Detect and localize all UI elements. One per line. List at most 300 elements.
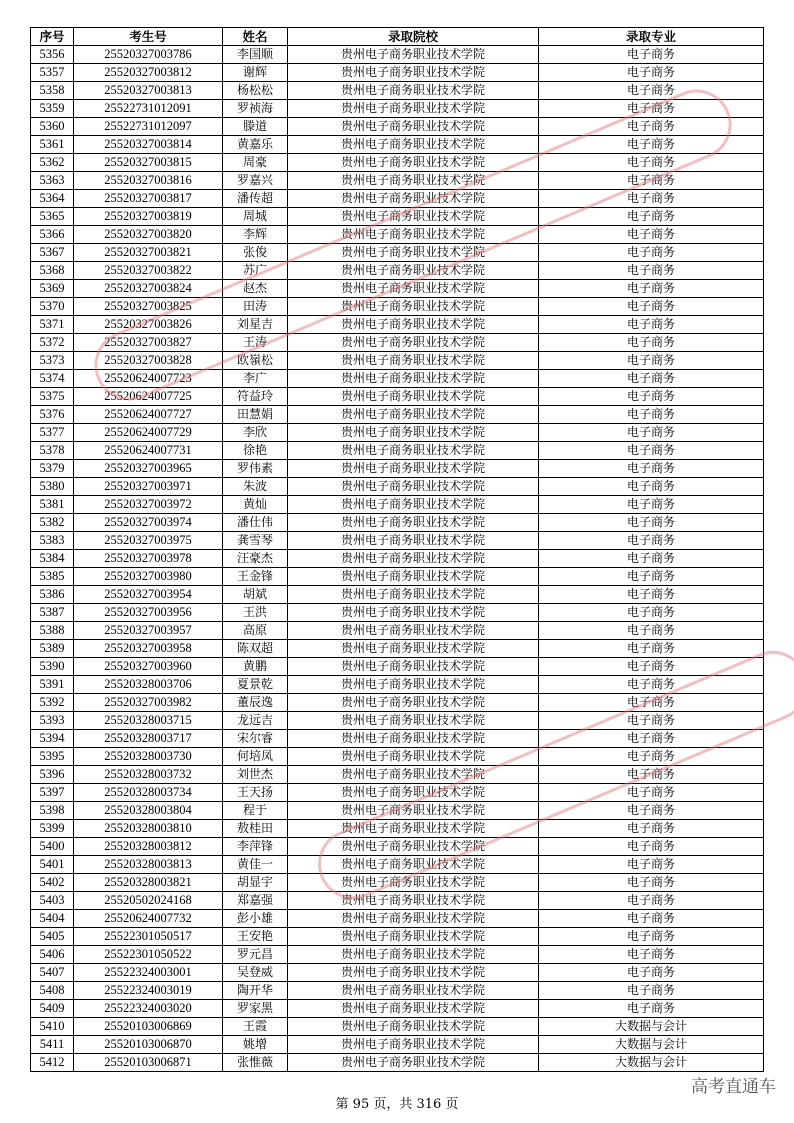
cell-index: 5375 [31,388,74,406]
table-row [31,712,764,730]
table-row [31,748,764,766]
cell-name: 李欣 [223,424,288,442]
cell-major: 电子商务 [539,298,764,316]
table-row [31,766,764,784]
cell-college: 贵州电子商务职业技术学院 [288,208,539,226]
cell-college: 贵州电子商务职业技术学院 [288,298,539,316]
cell-name: 李辉 [223,226,288,244]
cell-index: 5402 [31,874,74,892]
cell-major: 电子商务 [539,784,764,802]
cell-college: 贵州电子商务职业技术学院 [288,640,539,658]
table-row [31,622,764,640]
cell-name: 黄灿 [223,496,288,514]
table-row [31,136,764,154]
cell-major: 电子商务 [539,352,764,370]
cell-name: 汪豪杰 [223,550,288,568]
cell-candidate-number: 25520103006869 [74,1018,223,1036]
cell-candidate-number: 25520327003978 [74,550,223,568]
cell-candidate-number: 25520103006871 [74,1054,223,1072]
cell-index: 5390 [31,658,74,676]
header-name: 姓名 [223,28,288,46]
cell-major: 电子商务 [539,64,764,82]
table-row [31,928,764,946]
cell-candidate-number: 25520327003822 [74,262,223,280]
cell-name: 王涛 [223,334,288,352]
admission-table [30,27,764,1072]
cell-name: 李广 [223,370,288,388]
cell-name: 陶开华 [223,982,288,1000]
cell-name: 欧嶺松 [223,352,288,370]
cell-name: 姚增 [223,1036,288,1054]
cell-name: 夏景乾 [223,676,288,694]
cell-college: 贵州电子商务职业技术学院 [288,424,539,442]
table-row [31,496,764,514]
cell-index: 5401 [31,856,74,874]
cell-candidate-number: 25520327003812 [74,64,223,82]
cell-college: 贵州电子商务职业技术学院 [288,100,539,118]
cell-index: 5391 [31,676,74,694]
cell-index: 5385 [31,568,74,586]
cell-candidate-number: 25520328003810 [74,820,223,838]
cell-name: 郑嘉强 [223,892,288,910]
cell-name: 敖桂田 [223,820,288,838]
cell-major: 电子商务 [539,478,764,496]
table-row [31,370,764,388]
cell-index: 5392 [31,694,74,712]
table-row [31,604,764,622]
cell-candidate-number: 25520502024168 [74,892,223,910]
table-body [31,46,764,1072]
cell-college: 贵州电子商务职业技术学院 [288,856,539,874]
cell-college: 贵州电子商务职业技术学院 [288,946,539,964]
cell-index: 5371 [31,316,74,334]
cell-index: 5360 [31,118,74,136]
cell-index: 5367 [31,244,74,262]
cell-index: 5379 [31,460,74,478]
cell-name: 何培凤 [223,748,288,766]
cell-name: 符益玲 [223,388,288,406]
cell-name: 王金锋 [223,568,288,586]
cell-name: 高原 [223,622,288,640]
cell-college: 贵州电子商务职业技术学院 [288,244,539,262]
cell-college: 贵州电子商务职业技术学院 [288,550,539,568]
cell-name: 张惟薇 [223,1054,288,1072]
cell-candidate-number: 25520328003732 [74,766,223,784]
cell-candidate-number: 25520624007732 [74,910,223,928]
cell-major: 电子商务 [539,910,764,928]
cell-candidate-number: 25520327003975 [74,532,223,550]
cell-index: 5357 [31,64,74,82]
cell-college: 贵州电子商务职业技术学院 [288,694,539,712]
table-row [31,424,764,442]
cell-college: 贵州电子商务职业技术学院 [288,1036,539,1054]
cell-major: 电子商务 [539,892,764,910]
cell-major: 电子商务 [539,262,764,280]
table-row [31,586,764,604]
cell-index: 5363 [31,172,74,190]
cell-name: 龙远吉 [223,712,288,730]
cell-major: 大数据与会计 [539,1036,764,1054]
cell-college: 贵州电子商务职业技术学院 [288,406,539,424]
cell-candidate-number: 25520103006870 [74,1036,223,1054]
cell-major: 电子商务 [539,442,764,460]
cell-name: 程于 [223,802,288,820]
cell-name: 田慧娟 [223,406,288,424]
table-row [31,694,764,712]
table-row [31,226,764,244]
cell-index: 5377 [31,424,74,442]
cell-name: 李萍锋 [223,838,288,856]
cell-name: 田涛 [223,298,288,316]
table-row [31,64,764,82]
cell-major: 电子商务 [539,208,764,226]
cell-major: 电子商务 [539,550,764,568]
table-row [31,838,764,856]
cell-college: 贵州电子商务职业技术学院 [288,568,539,586]
table-row [31,730,764,748]
table-row [31,154,764,172]
cell-name: 陈双超 [223,640,288,658]
cell-index: 5356 [31,46,74,64]
table-row [31,406,764,424]
cell-college: 贵州电子商务职业技术学院 [288,442,539,460]
cell-name: 张俊 [223,244,288,262]
cell-major: 电子商务 [539,946,764,964]
cell-college: 贵州电子商务职业技术学院 [288,172,539,190]
table-row [31,550,764,568]
table-row [31,658,764,676]
cell-college: 贵州电子商务职业技术学院 [288,154,539,172]
cell-name: 黄佳一 [223,856,288,874]
cell-major: 电子商务 [539,514,764,532]
cell-index: 5410 [31,1018,74,1036]
cell-index: 5374 [31,370,74,388]
cell-major: 电子商务 [539,802,764,820]
cell-college: 贵州电子商务职业技术学院 [288,910,539,928]
cell-candidate-number: 25520328003706 [74,676,223,694]
cell-candidate-number: 25522731012091 [74,100,223,118]
page-footer: 第 95 页，共 316 页 [335,1097,459,1112]
cell-college: 贵州电子商务职业技术学院 [288,262,539,280]
cell-index: 5397 [31,784,74,802]
cell-candidate-number: 25520327003826 [74,316,223,334]
table-row [31,640,764,658]
table-row [31,1054,764,1072]
cell-index: 5409 [31,1000,74,1018]
cell-major: 电子商务 [539,280,764,298]
cell-major: 电子商务 [539,604,764,622]
cell-name: 刘世杰 [223,766,288,784]
cell-candidate-number: 25520328003813 [74,856,223,874]
table-row [31,208,764,226]
cell-college: 贵州电子商务职业技术学院 [288,676,539,694]
brand-watermark: 高考直通车 [691,1077,776,1097]
cell-college: 贵州电子商务职业技术学院 [288,352,539,370]
cell-college: 贵州电子商务职业技术学院 [288,658,539,676]
cell-college: 贵州电子商务职业技术学院 [288,280,539,298]
cell-candidate-number: 25520327003956 [74,604,223,622]
cell-name: 李国顺 [223,46,288,64]
cell-index: 5378 [31,442,74,460]
cell-index: 5389 [31,640,74,658]
cell-major: 电子商务 [539,586,764,604]
cell-index: 5365 [31,208,74,226]
cell-candidate-number: 25520327003960 [74,658,223,676]
cell-candidate-number: 25520327003813 [74,82,223,100]
table-row [31,460,764,478]
cell-college: 贵州电子商务职业技术学院 [288,478,539,496]
cell-index: 5366 [31,226,74,244]
cell-major: 电子商务 [539,856,764,874]
cell-name: 王洪 [223,604,288,622]
cell-index: 5404 [31,910,74,928]
cell-major: 电子商务 [539,982,764,1000]
table-row [31,892,764,910]
cell-index: 5382 [31,514,74,532]
cell-college: 贵州电子商务职业技术学院 [288,604,539,622]
cell-college: 贵州电子商务职业技术学院 [288,64,539,82]
cell-candidate-number: 25522731012097 [74,118,223,136]
cell-candidate-number: 25520328003821 [74,874,223,892]
table-row [31,910,764,928]
cell-candidate-number: 25522324003001 [74,964,223,982]
cell-index: 5406 [31,946,74,964]
cell-major: 电子商务 [539,640,764,658]
cell-major: 电子商务 [539,244,764,262]
cell-index: 5400 [31,838,74,856]
table-row [31,676,764,694]
cell-candidate-number: 25520328003804 [74,802,223,820]
cell-college: 贵州电子商务职业技术学院 [288,586,539,604]
cell-college: 贵州电子商务职业技术学院 [288,226,539,244]
table-row [31,190,764,208]
cell-college: 贵州电子商务职业技术学院 [288,1000,539,1018]
cell-candidate-number: 25520624007727 [74,406,223,424]
cell-college: 贵州电子商务职业技术学院 [288,1018,539,1036]
cell-name: 苏广 [223,262,288,280]
table-row [31,802,764,820]
cell-candidate-number: 25520328003717 [74,730,223,748]
cell-college: 贵州电子商务职业技术学院 [288,730,539,748]
cell-name: 罗家黑 [223,1000,288,1018]
cell-name: 刘星吉 [223,316,288,334]
table-row [31,478,764,496]
cell-index: 5396 [31,766,74,784]
cell-name: 潘仕伟 [223,514,288,532]
cell-candidate-number: 25520327003958 [74,640,223,658]
cell-candidate-number: 25520327003965 [74,460,223,478]
cell-major: 电子商务 [539,676,764,694]
cell-name: 滕道 [223,118,288,136]
cell-major: 电子商务 [539,388,764,406]
table-row [31,244,764,262]
cell-name: 王霞 [223,1018,288,1036]
table-row [31,100,764,118]
cell-name: 谢辉 [223,64,288,82]
cell-college: 贵州电子商务职业技术学院 [288,136,539,154]
cell-index: 5412 [31,1054,74,1072]
cell-college: 贵州电子商务职业技术学院 [288,334,539,352]
cell-candidate-number: 25522301050517 [74,928,223,946]
cell-college: 贵州电子商务职业技术学院 [288,766,539,784]
header-candidate-number: 考生号 [74,28,223,46]
cell-college: 贵州电子商务职业技术学院 [288,460,539,478]
cell-index: 5387 [31,604,74,622]
cell-index: 5358 [31,82,74,100]
cell-candidate-number: 25520327003821 [74,244,223,262]
cell-index: 5364 [31,190,74,208]
header-major: 录取专业 [539,28,764,46]
cell-index: 5372 [31,334,74,352]
table-row [31,334,764,352]
cell-name: 龚雪琴 [223,532,288,550]
cell-name: 胡显宇 [223,874,288,892]
cell-index: 5380 [31,478,74,496]
cell-candidate-number: 25520327003828 [74,352,223,370]
cell-college: 贵州电子商务职业技术学院 [288,316,539,334]
cell-college: 贵州电子商务职业技术学院 [288,496,539,514]
cell-major: 电子商务 [539,370,764,388]
cell-candidate-number: 25520327003974 [74,514,223,532]
cell-candidate-number: 25520624007729 [74,424,223,442]
cell-major: 电子商务 [539,766,764,784]
cell-name: 黄嘉乐 [223,136,288,154]
cell-college: 贵州电子商务职业技术学院 [288,514,539,532]
cell-name: 徐艳 [223,442,288,460]
cell-name: 朱波 [223,478,288,496]
cell-major: 电子商务 [539,568,764,586]
cell-major: 电子商务 [539,1000,764,1018]
cell-name: 罗祯海 [223,100,288,118]
cell-candidate-number: 25520327003817 [74,190,223,208]
cell-index: 5370 [31,298,74,316]
cell-candidate-number: 25520327003980 [74,568,223,586]
cell-index: 5362 [31,154,74,172]
cell-major: 大数据与会计 [539,1054,764,1072]
cell-major: 电子商务 [539,316,764,334]
table-row [31,514,764,532]
cell-name: 吴登威 [223,964,288,982]
table-row [31,784,764,802]
table-row [31,1018,764,1036]
cell-candidate-number: 25522324003020 [74,1000,223,1018]
cell-major: 电子商务 [539,838,764,856]
cell-name: 胡斌 [223,586,288,604]
cell-college: 贵州电子商务职业技术学院 [288,622,539,640]
table-row [31,262,764,280]
cell-major: 电子商务 [539,172,764,190]
cell-name: 董辰逸 [223,694,288,712]
cell-candidate-number: 25520327003824 [74,280,223,298]
cell-name: 黄鹏 [223,658,288,676]
table-row [31,82,764,100]
cell-major: 电子商务 [539,658,764,676]
cell-college: 贵州电子商务职业技术学院 [288,748,539,766]
header-college: 录取院校 [288,28,539,46]
cell-name: 王天扬 [223,784,288,802]
cell-college: 贵州电子商务职业技术学院 [288,838,539,856]
cell-major: 电子商务 [539,532,764,550]
header-index: 序号 [31,28,74,46]
cell-major: 电子商务 [539,46,764,64]
cell-index: 5359 [31,100,74,118]
cell-college: 贵州电子商务职业技术学院 [288,982,539,1000]
cell-major: 电子商务 [539,712,764,730]
cell-index: 5405 [31,928,74,946]
cell-college: 贵州电子商务职业技术学院 [288,1054,539,1072]
table-row [31,982,764,1000]
cell-major: 电子商务 [539,154,764,172]
cell-name: 赵杰 [223,280,288,298]
cell-index: 5384 [31,550,74,568]
cell-name: 潘传超 [223,190,288,208]
cell-candidate-number: 25520328003812 [74,838,223,856]
cell-candidate-number: 25520328003715 [74,712,223,730]
cell-candidate-number: 25520327003971 [74,478,223,496]
cell-major: 电子商务 [539,496,764,514]
cell-major: 电子商务 [539,874,764,892]
cell-candidate-number: 25520624007723 [74,370,223,388]
cell-major: 电子商务 [539,694,764,712]
cell-major: 电子商务 [539,136,764,154]
cell-index: 5369 [31,280,74,298]
cell-candidate-number: 25520327003954 [74,586,223,604]
cell-candidate-number: 25520327003786 [74,46,223,64]
cell-index: 5394 [31,730,74,748]
cell-major: 电子商务 [539,334,764,352]
cell-name: 杨松松 [223,82,288,100]
cell-major: 电子商务 [539,928,764,946]
cell-college: 贵州电子商务职业技术学院 [288,874,539,892]
cell-index: 5361 [31,136,74,154]
cell-major: 电子商务 [539,190,764,208]
cell-candidate-number: 25520327003957 [74,622,223,640]
cell-name: 罗伟素 [223,460,288,478]
cell-college: 贵州电子商务职业技术学院 [288,46,539,64]
cell-index: 5398 [31,802,74,820]
cell-name: 周城 [223,208,288,226]
cell-major: 电子商务 [539,460,764,478]
cell-college: 贵州电子商务职业技术学院 [288,802,539,820]
cell-college: 贵州电子商务职业技术学院 [288,82,539,100]
cell-candidate-number: 25522301050522 [74,946,223,964]
cell-candidate-number: 25520328003730 [74,748,223,766]
cell-index: 5368 [31,262,74,280]
table-row [31,46,764,64]
cell-name: 王安艳 [223,928,288,946]
cell-major: 大数据与会计 [539,1018,764,1036]
cell-college: 贵州电子商务职业技术学院 [288,118,539,136]
table-row [31,352,764,370]
table-row [31,820,764,838]
cell-candidate-number: 25520327003827 [74,334,223,352]
cell-college: 贵州电子商务职业技术学院 [288,928,539,946]
cell-index: 5373 [31,352,74,370]
cell-college: 贵州电子商务职业技术学院 [288,820,539,838]
cell-name: 周豪 [223,154,288,172]
table-row [31,280,764,298]
table-row [31,442,764,460]
table-row [31,172,764,190]
cell-candidate-number: 25520327003972 [74,496,223,514]
cell-major: 电子商务 [539,100,764,118]
cell-index: 5381 [31,496,74,514]
table-row [31,1000,764,1018]
cell-candidate-number: 25520327003820 [74,226,223,244]
cell-major: 电子商务 [539,622,764,640]
cell-index: 5408 [31,982,74,1000]
cell-candidate-number: 25520327003816 [74,172,223,190]
